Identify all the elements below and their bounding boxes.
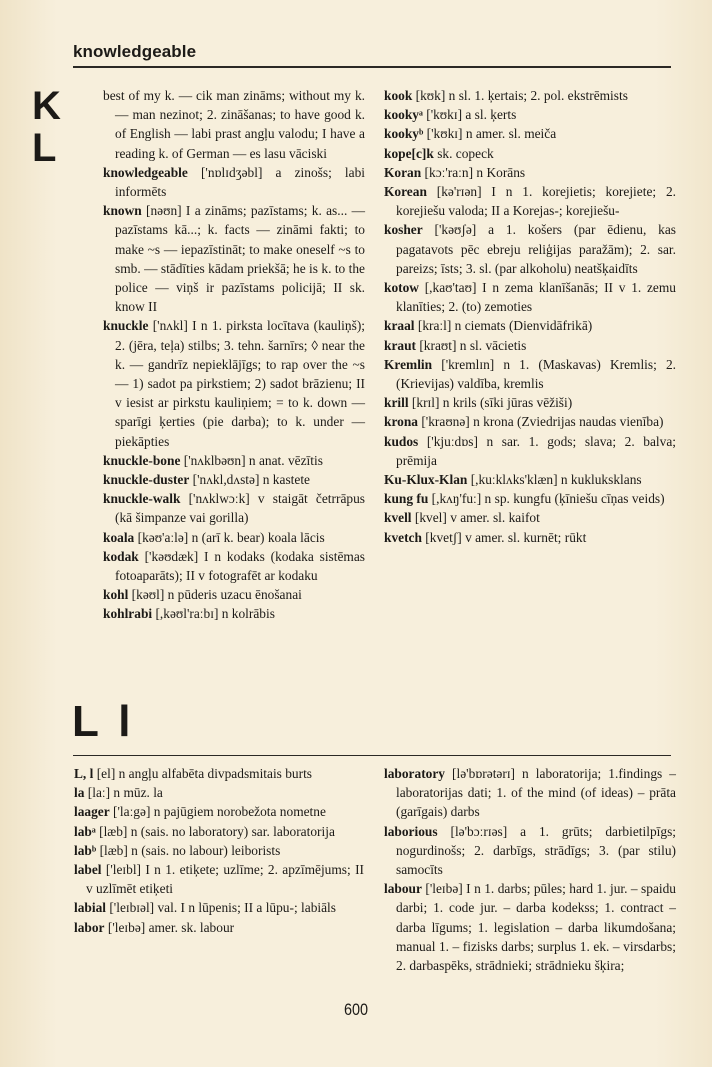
- entry-definition: ['kjuːdɒs] n sar. 1. gods; slava; 2. balva; prēmija: [396, 433, 676, 468]
- dictionary-entry: [384, 182, 676, 220]
- entry-headword: kookyᵇ: [384, 126, 424, 142]
- dictionary-entry: [384, 105, 676, 124]
- entry-definition: ['leɪbə] amer. sk. labour: [104, 919, 235, 935]
- entry-headword: laboratory: [384, 766, 445, 781]
- entry-definition: [,kəʊl'raːbɪ] n kolrābis: [152, 606, 275, 622]
- dictionary-entry: [384, 822, 676, 880]
- dictionary-entry: [384, 489, 676, 508]
- entry-headword: laborious: [384, 823, 438, 839]
- entry-headword: kook: [384, 88, 413, 103]
- dictionary-entry: [74, 841, 364, 860]
- entry-definition: [laː] n mūz. la: [84, 785, 163, 801]
- dictionary-entry: [103, 163, 365, 201]
- entry-definition: [kʊk] n sl. 1. ķertais; 2. pol. ekstrēmists: [412, 88, 628, 103]
- letter-tab-k: K: [32, 84, 61, 128]
- dictionary-entry: [384, 86, 676, 105]
- entry-definition: [kraʊt] n sl. vācietis: [416, 337, 527, 353]
- entry-definition: [,kuːklʌks'klæn] n kukluksklans: [467, 472, 642, 488]
- dictionary-entry: [384, 764, 676, 822]
- entry-definition: [,kaʊ'taʊ] I n zema klanīšanās; II v 1. zemu klanīties; 2. (to) zemoties: [396, 280, 676, 315]
- dictionary-entry: [384, 278, 676, 316]
- entry-headword: kohlrabi: [103, 606, 153, 622]
- section-heading-l: L l: [72, 697, 135, 746]
- dictionary-entry: [103, 201, 365, 316]
- entry-headword: knuckle-duster: [103, 472, 190, 488]
- entry-headword: labial: [74, 900, 106, 916]
- entry-headword: Ku-Klux-Klan: [384, 472, 468, 488]
- entry-definition: [kɔː'raːn] n Korāns: [421, 164, 526, 180]
- dictionary-entry: [384, 879, 676, 975]
- entry-headword: knuckle-walk: [103, 491, 181, 507]
- entry-headword: kvell: [384, 510, 412, 526]
- entry-definition: [læb] n (sais. no labour) leiborists: [96, 842, 281, 858]
- entry-headword: knowledgeable: [103, 164, 188, 180]
- page-number: 600: [343, 1000, 369, 1019]
- left-column-l: [74, 764, 364, 937]
- entry-headword: knuckle-bone: [103, 452, 181, 468]
- entry-headword: kotow: [384, 280, 419, 296]
- dictionary-entry: [384, 470, 676, 489]
- entry-definition: ['leɪbə] I n 1. darbs; pūles; hard 1. jur. – spaidu darbi; 1. code jur. – darba kodekss; 1. contract – darba līgums; 1. legislation – darba likumdošana; manual 1. – fizisks darbs; surplus 1. ek. – virsdarbs; 2. darbaspēks, strādnieki; strādnieku šķira;: [396, 881, 676, 974]
- entry-headword: labᵃ: [74, 823, 96, 839]
- entry-definition: [krɪl] n krils (sīki jūras vēžiši): [408, 395, 573, 411]
- dictionary-entry: [103, 86, 365, 163]
- entry-definition: ['nʌkl,dʌstə] n kastete: [189, 472, 310, 488]
- dictionary-entry: [103, 451, 365, 470]
- entry-headword: kodak: [103, 548, 139, 564]
- entry-definition: [læb] n (sais. no laboratory) sar. laboratorija: [95, 823, 335, 839]
- entry-headword: Kremlin: [384, 356, 433, 372]
- entry-headword: kosher: [384, 222, 423, 238]
- entry-definition: [kvel] v amer. sl. kaifot: [411, 510, 540, 526]
- entry-definition: [,kʌŋ'fuː] n sp. kungfu (ķīniešu cīņas veids): [428, 491, 665, 507]
- dictionary-entry: [74, 764, 364, 783]
- entry-headword: la: [74, 785, 85, 801]
- left-column-k: [103, 86, 365, 624]
- dictionary-entry: [74, 860, 364, 898]
- dictionary-entry: [74, 802, 364, 821]
- entry-headword: krona: [384, 414, 418, 430]
- entry-headword: kung fu: [384, 491, 429, 507]
- entry-definition: ['nʌklwɔːk] v staigāt četrrāpus (kā šimpanze vai gorilla): [115, 491, 365, 526]
- dictionary-entry: [384, 508, 676, 527]
- dictionary-entry: [74, 783, 364, 802]
- entry-definition: ['kraʊnə] n krona (Zviedrijas naudas vienība): [418, 414, 664, 430]
- dictionary-entry: [74, 918, 364, 937]
- entry-headword: L, l: [74, 766, 94, 781]
- dictionary-entry: [384, 220, 676, 278]
- entry-headword: Koran: [384, 164, 422, 180]
- entry-definition: ['leɪbl] I n 1. etiķete; uzlīme; 2. apzīmējums; II v uzlīmēt etiķeti: [86, 862, 364, 897]
- entry-headword: labour: [384, 881, 422, 897]
- entry-headword: knuckle: [103, 318, 149, 334]
- entry-headword: Korean: [384, 184, 427, 200]
- dictionary-entry: [384, 355, 676, 393]
- entry-definition: ['nʌkl] I n 1. pirksta locītava (kauliņš); 2. (jēra, teļa) stilbs; 3. tehn. šarnīrs; ◊ near the k. — gandrīz nepieklājīgs; to rap over the ~s — 1) sadot pa pirkstiem; 2) sadot brāzienu; II v iesist ar pirkstu kauliņiem; = to k. down — sparīgi ķerties (pie darba); to k. under — piekāpties: [115, 318, 365, 449]
- dictionary-entry: [384, 124, 676, 143]
- dictionary-entry: [103, 604, 365, 623]
- dictionary-entry: [384, 336, 676, 355]
- entry-headword: kvetch: [384, 529, 422, 545]
- entry-headword: kudos: [384, 433, 419, 449]
- entry-headword: kohl: [103, 587, 129, 603]
- dictionary-entry: [103, 316, 365, 450]
- header-rule: [73, 66, 671, 68]
- entry-definition: ['kʊkɪ] a sl. ķerts: [422, 107, 517, 123]
- entry-headword: laager: [74, 804, 110, 820]
- entry-headword: labᵇ: [74, 842, 97, 858]
- right-column-l: [384, 764, 676, 975]
- dictionary-entry: [74, 898, 364, 917]
- entry-definition: [el] n angļu alfabēta divpadsmitais burts: [93, 766, 313, 781]
- running-head: knowledgeable: [73, 42, 197, 61]
- entry-definition: best of my k. — cik man zināms; without my k. — man nezinot; 2. zināšanas; to have good k. of English — labi prast angļu valodu; I have a reading k. of German — es lasu vāciski: [103, 88, 365, 161]
- letter-tab-l: L: [32, 126, 57, 170]
- entry-headword: kraut: [384, 337, 416, 353]
- entry-definition: [kə'rɪən] I n 1. korejietis; korejiete; 2. korejiešu valoda; II a Korejas-; korejiešu-: [396, 184, 676, 219]
- dictionary-entry: [384, 432, 676, 470]
- entry-definition: [kəʊ'aːlə] n (arī k. bear) koala lācis: [134, 529, 325, 545]
- dictionary-entry: [103, 470, 365, 489]
- right-column-k: [384, 86, 676, 547]
- entry-headword: kraal: [384, 318, 415, 334]
- dictionary-entry: [384, 528, 676, 547]
- dictionary-entry: [384, 393, 676, 412]
- entry-definition: [kraːl] n ciemats (Dienvidāfrikā): [414, 318, 593, 334]
- dictionary-entry: [384, 144, 676, 163]
- entry-definition: sk. copeck: [433, 145, 494, 161]
- entry-definition: ['kʊkɪ] n amer. sl. meiča: [423, 126, 557, 142]
- entry-definition: [lə'bɔːrɪəs] a 1. grūts; darbietilpīgs; nogurdinošs; 2. darbīgs, strādīgs; 3. (par stilu) samocīts: [396, 823, 676, 878]
- entry-headword: kookyᵃ: [384, 107, 423, 123]
- dictionary-entry: [384, 412, 676, 431]
- entry-definition: [lə'bɒrətərɪ] n laboratorija; 1.findings – laboratorijas dati; 1. of the mind (of ideas) – prāta (garīgais) darbs: [396, 766, 676, 820]
- entry-headword: known: [103, 203, 142, 219]
- dictionary-entry: [384, 163, 676, 182]
- entry-headword: koala: [103, 529, 135, 545]
- dictionary-entry: [103, 489, 365, 527]
- entry-headword: kope[c]k: [384, 145, 434, 161]
- entry-headword: label: [74, 862, 102, 878]
- dictionary-entry: [74, 822, 364, 841]
- entry-definition: ['nʌklbəʊn] n anat. vēzītis: [180, 452, 323, 468]
- entry-definition: ['laːgə] n pajūgiem norobežota nometne: [109, 804, 326, 820]
- dictionary-entry: [384, 316, 676, 335]
- dictionary-entry: [103, 585, 365, 604]
- section-rule: [73, 755, 671, 756]
- entry-definition: ['leɪbɪəl] val. I n lūpenis; II a lūpu-; labiāls: [106, 900, 336, 916]
- entry-definition: ['kremlɪn] n 1. (Maskavas) Kremlis; 2. (Krievijas) valdība, kremlis: [396, 356, 676, 392]
- entry-definition: [kəʊl] n pūderis uzacu ēnošanai: [128, 587, 302, 603]
- entry-definition: [nəʊn] I a zināms; pazīstams; k. as... — pazīstams kā...; k. facts — zināmi fakti; to make ~s — iepazīstināt; to make oneself ~s to smb. — stādīties kādam priekšā; he is k. to the police — viņš ir pazīstams policijā; II sk. know II: [115, 203, 365, 315]
- dictionary-entry: [103, 528, 365, 547]
- entry-definition: [kvetʃ] v amer. sl. kurnēt; rūkt: [421, 529, 587, 545]
- entry-definition: ['kəʊʃə] a 1. košers (par ēdienu, kas pagatavots pēc ebreju reliģijas paražām); 2. sar. pareizs; īsts; 3. sl. (par alkoholu) neatšķaidīts: [396, 222, 676, 276]
- entry-definition: ['nɒlɪdʒəbl] a zinošs; labi informēts: [115, 164, 365, 200]
- entry-headword: labor: [74, 919, 105, 935]
- dictionary-entry: [103, 547, 365, 585]
- entry-headword: krill: [384, 395, 409, 411]
- entry-definition: ['kəʊdæk] I n kodaks (kodaka sistēmas fotoaparāts); II v fotografēt ar kodaku: [115, 548, 365, 584]
